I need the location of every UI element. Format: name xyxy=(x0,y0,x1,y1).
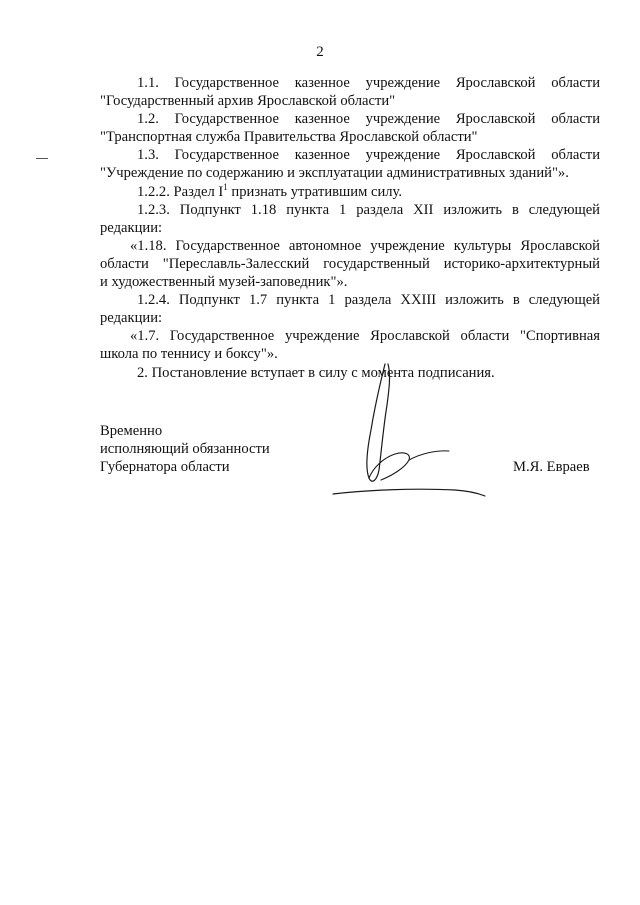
paragraph-1-2-3-line-1: 1.2.3. Подпункт 1.18 пункта 1 раздела XII изложить в следующей xyxy=(137,201,600,218)
signer-name: М.Я. Евраев xyxy=(513,459,590,475)
paragraph-1-18-line-2: области "Переславль-Залесский государственный историко-архитектурный xyxy=(100,255,600,272)
paragraph-1-3-line-1: 1.3. Государственное казенное учреждение Ярославской области xyxy=(137,147,600,164)
signer-title-line-3: Губернатора области xyxy=(100,459,230,476)
paragraph-1-2-line-2: "Транспортная служба Правительства Ярославской области" xyxy=(100,129,478,146)
paragraph-2: 2. Постановление вступает в силу с момента подписания. xyxy=(137,364,495,381)
signer-title-line-1: Временно xyxy=(100,423,163,439)
paragraph-1-2-2-after: признать утратившим силу. xyxy=(227,183,403,200)
paragraph-1-18-line-1: «1.18. Государственное автономное учреждение культуры Ярославской xyxy=(130,237,600,254)
page-number: 2 xyxy=(316,44,324,60)
signer-title xyxy=(100,422,270,476)
margin-dash xyxy=(36,158,48,159)
paragraph-1-2-3-line-2: редакции: xyxy=(100,219,163,236)
paragraph-1-1-line-1: 1.1. Государственное казенное учреждение Ярославской области xyxy=(137,75,600,91)
paragraph-1-2-4-line-2: редакции: xyxy=(100,310,163,327)
superscript-1: 1 xyxy=(223,181,228,192)
paragraph-1-2-2 xyxy=(100,183,600,201)
paragraph-1-2-line-1: 1.2. Государственное казенное учреждение Ярославской области xyxy=(137,111,600,128)
document-body xyxy=(100,74,600,382)
paragraph-1-2-2-before: 1.2.2. Раздел I xyxy=(137,183,224,200)
paragraph-1-1-line-2: "Государственный архив Ярославской области" xyxy=(100,93,396,110)
paragraph-1-2-4-line-1: 1.2.4. Подпункт 1.7 пункта 1 раздела XXIII изложить в следующей xyxy=(137,292,600,309)
paragraph-1-7-line-1: «1.7. Государственное учреждение Ярославской области "Спортивная xyxy=(130,328,600,345)
paragraph-1-7-line-2: школа по теннису и боксу"». xyxy=(100,346,278,363)
paragraph-1-18-line-3: и художественный музей-заповедник"». xyxy=(100,274,348,291)
handwritten-signature xyxy=(325,350,495,510)
paragraph-1-3-line-2: "Учреждение по содержанию и эксплуатации административных зданий"». xyxy=(100,165,569,182)
signer-title-line-2: исполняющий обязанности xyxy=(100,441,270,458)
